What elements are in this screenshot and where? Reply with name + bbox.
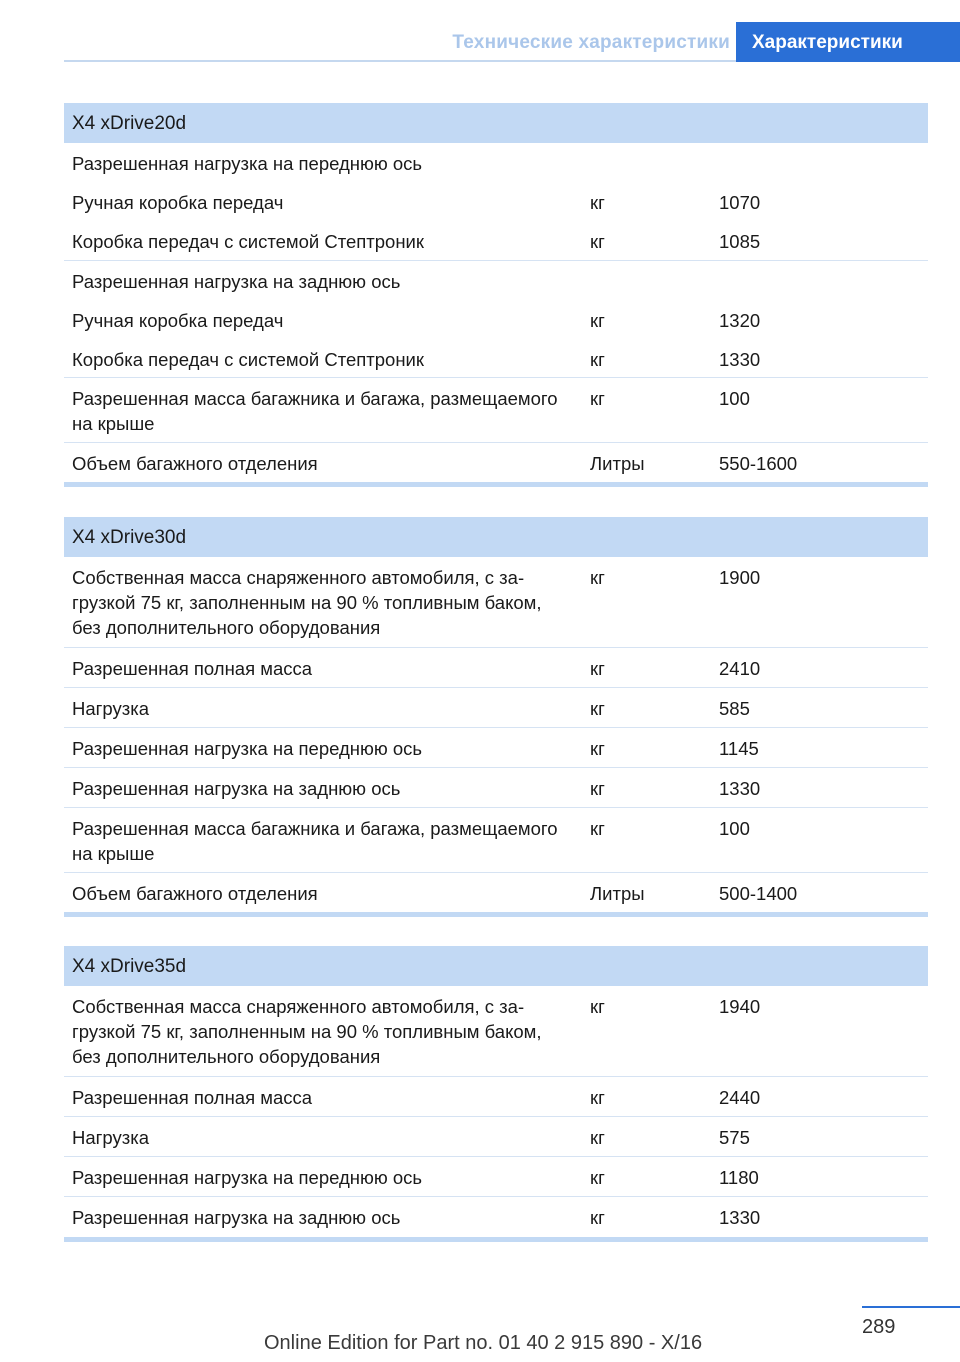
table-row: [64, 1077, 928, 1117]
row-unit: кг: [590, 738, 605, 759]
table-row: [64, 261, 928, 300]
table-title: X4 xDrive20d: [64, 103, 928, 143]
row-unit: кг: [590, 1087, 605, 1108]
row-unit: кг: [590, 231, 605, 252]
row-label: Разрешенная полная масса: [72, 658, 313, 679]
row-value: 1085: [719, 231, 761, 252]
table-row: [64, 808, 928, 873]
table-row: [64, 728, 928, 768]
table-row: [64, 1157, 928, 1197]
row-unit: кг: [590, 567, 605, 588]
table-end-rule: [64, 912, 928, 917]
table-row: [64, 143, 928, 182]
row-value: 100: [719, 818, 750, 839]
row-label: Нагрузка: [72, 698, 149, 719]
row-unit: кг: [590, 192, 605, 213]
row-value: 2410: [719, 658, 761, 679]
row-value: 575: [719, 1127, 750, 1148]
row-value: 1330: [719, 778, 761, 799]
row-label: Коробка передач с системой Стептроник: [72, 231, 424, 252]
table-row: [64, 873, 928, 912]
row-value: 1940: [719, 996, 761, 1017]
row-unit: кг: [590, 1167, 605, 1188]
row-label: Разрешенная нагрузка на заднюю ось: [72, 778, 401, 799]
table-row: [64, 557, 928, 648]
row-label: Разрешенная масса багажника и багажа, размещаемого на крыше: [72, 818, 558, 864]
table-row: [64, 768, 928, 808]
row-value: 2440: [719, 1087, 761, 1108]
row-value: 1900: [719, 567, 761, 588]
row-label: Разрешенная нагрузка на переднюю ось: [72, 738, 423, 759]
row-value: 1330: [719, 349, 761, 370]
row-value: 1145: [719, 738, 759, 759]
spec-table-xdrive20d: [64, 103, 928, 487]
table-row: [64, 339, 928, 378]
row-unit: кг: [590, 658, 605, 679]
row-label: Коробка передач с системой Стептроник: [72, 349, 424, 370]
online-edition-note: Online Edition for Part no. 01 40 2 915 890 - X/16: [264, 1332, 703, 1354]
table-row: [64, 1117, 928, 1157]
table-row: [64, 378, 928, 443]
row-label: Разрешенная масса багажника и багажа, размещаемого на крыше: [72, 388, 558, 434]
table-end-rule: [64, 482, 928, 487]
header-chapter-tab: Характеристики: [736, 22, 960, 62]
row-label: Разрешенная полная масса: [72, 1087, 313, 1108]
row-unit: кг: [590, 778, 605, 799]
table-end-rule: [64, 1237, 928, 1242]
table-row: [64, 300, 928, 339]
table-row: [64, 986, 928, 1077]
row-label: Собственная масса снаряженного автомобиля, с загрузкой 75 кг, заполненным на 90 % топливным баком, без дополнительного оборудования: [72, 996, 542, 1067]
row-value: 1330: [719, 1207, 761, 1228]
header-section-title: Технические характеристики: [452, 32, 730, 53]
row-unit: Литры: [590, 453, 645, 474]
row-label: Собственная масса снаряженного автомобиля, с загрузкой 75 кг, заполненным на 90 % топливным баком, без дополнительного оборудования: [72, 567, 542, 638]
row-label: Разрешенная нагрузка на заднюю ось: [72, 271, 401, 292]
table-row: [64, 443, 928, 482]
header-rule: [64, 60, 736, 62]
table-row: [64, 648, 928, 688]
row-value: 500-1400: [719, 883, 798, 904]
page-number: 289: [862, 1316, 896, 1338]
row-value: 1070: [719, 192, 761, 213]
row-label: Объем багажного отделения: [72, 883, 318, 904]
row-label: Нагрузка: [72, 1127, 149, 1148]
row-value: 1320: [719, 310, 761, 331]
table-row: [64, 182, 928, 221]
spec-table-xdrive30d: [64, 517, 928, 917]
row-value: 585: [719, 698, 750, 719]
footer-rule: [862, 1306, 960, 1308]
table-row: [64, 1197, 928, 1237]
table-title: X4 xDrive35d: [64, 946, 928, 986]
row-unit: кг: [590, 996, 605, 1017]
table-title: X4 xDrive30d: [64, 517, 928, 557]
row-label: Разрешенная нагрузка на переднюю ось: [72, 1167, 423, 1188]
row-unit: кг: [590, 818, 605, 839]
table-row: [64, 688, 928, 728]
row-value: 550-1600: [719, 453, 798, 474]
row-unit: кг: [590, 310, 605, 331]
row-unit: кг: [590, 1127, 605, 1148]
row-label: Объем багажного отделения: [72, 453, 318, 474]
row-value: 1180: [719, 1167, 759, 1188]
row-unit: Литры: [590, 883, 645, 904]
row-unit: кг: [590, 388, 605, 409]
row-unit: кг: [590, 1207, 605, 1228]
row-unit: кг: [590, 698, 605, 719]
row-unit: кг: [590, 349, 605, 370]
row-label: Разрешенная нагрузка на переднюю ось: [72, 153, 423, 174]
row-label: Ручная коробка передач: [72, 310, 284, 331]
spec-table-xdrive35d: [64, 946, 928, 1242]
row-label: Ручная коробка передач: [72, 192, 284, 213]
table-row: [64, 221, 928, 261]
row-label: Разрешенная нагрузка на заднюю ось: [72, 1207, 401, 1228]
row-value: 100: [719, 388, 750, 409]
